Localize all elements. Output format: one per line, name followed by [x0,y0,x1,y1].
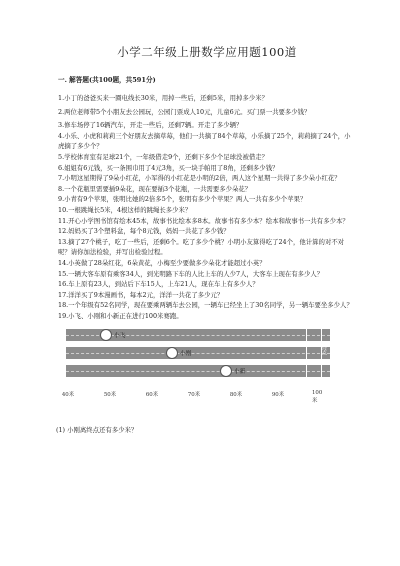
axis-tick-50: 50米 [103,392,117,399]
question-19: 19.小飞、小刚和小新正在进行100米赛跑。 [58,311,183,320]
question-2: 2.两位老师带5个小朋友去公园玩，公园门票成人10元，儿童6元。买门票一共要多少钱？ [58,107,311,116]
race-track-figure [62,327,330,389]
axis-tick-100: 100米 [312,390,323,405]
axis-tick-90: 90米 [271,392,285,399]
question-13: 13.摘了27个桃子，吃了一些后，还剩6个。吃了多少个桃？小明小友算得吃了24个，他计算的对不对呢？请你加法检验，并写出检验过程。 [58,237,345,257]
question-10: 10.一根跳绳长5米，4根这样的跳绳长多少米？ [58,205,192,214]
section-heading: 一. 解答题(共100题，共591分) [58,76,156,84]
finish-label: 终点 [321,345,327,356]
runner-xiaofei-label: 小飞 [114,333,126,340]
question-4: 4.小乐、小虎和莉莉三个好朋友去摘草莓，他们一共摘了84个草莓，小乐摘了25个，莉莉摘了24个，小虎摘了多少个？ [58,131,351,151]
question-6: 6.姐姐有6元钱，买一条围巾用了4元3角，买一块手帕用了8角，还剩多少钱？ [58,163,279,172]
question-12: 12.妈妈买了3个塑料盆，每个8元钱，妈妈一共花了多少钱？ [58,227,230,236]
lane-3 [66,365,330,377]
runner-xiaoxin-label: 小新 [234,369,246,376]
distance-axis [61,389,330,405]
axis-tick-40: 40米 [61,392,75,399]
question-11: 11.开心小学图书馆有绘本45本，故事书比绘本多8本。故事书有多少本？绘本和故事书一共有多少本？ [58,216,349,225]
question-1: 1.小丁的爸爸买来一圈电线长30米，用掉一些后，还剩5米，用掉多少米？ [58,94,269,102]
question-17: 17.洋洋买了9本漫画书，每本2元，洋洋一共花了多少元？ [58,290,224,299]
runner-xiaogang-label: 小刚 [180,351,192,358]
question-7: 7.小明这星期得了9朵小红花，小军得的小红花是小明的2倍，两人这个星期一共得了多少朵小红花？ [58,174,341,183]
question-15: 15.一辆大客车原有乘客34人，到光明路下车的人比上车的人少7人，大客车上现在有多少人？ [58,269,324,278]
axis-tick-60: 60米 [145,392,159,399]
question-5: 5.学校体育室有足球21个，一年级借走9个，还剩下多少个足球没被借走？ [58,152,269,161]
question-16: 16.车上原有23人，到站后下车15人，上车21人，现在车上有多少人？ [58,280,259,289]
page-title: 小学二年级上册数学应用题100道 [117,45,297,59]
lane-2 [66,347,330,359]
finish-line [306,329,322,377]
question-18: 18.一个年级有52名同学，现在要乘两辆车去公园，一辆车已经坐上了30名同学，另一辆车要坐多少人？ [58,301,353,310]
sub-question-1: (1) 小刚离终点还有多少米？ [56,426,138,435]
question-3: 3.修车场停了16辆汽车，开走一些后，还剩7辆。开走了多少辆？ [58,121,243,130]
question-8: 8.一个花瓶里需要插9朵花，现在要插3个花瓶，一共需要多少朵花？ [58,184,252,193]
question-9: 9.小青有9个苹果，张明比她的2倍多5个，张明有多少个苹果？两人一共有多少个苹果？ [58,195,307,204]
question-14: 14.小英做了28朵红花，6朵黄花，小梅至少要做多少朵花才能超过小英？ [58,258,266,267]
axis-tick-80: 80米 [229,392,243,399]
axis-tick-70: 70米 [187,392,201,399]
